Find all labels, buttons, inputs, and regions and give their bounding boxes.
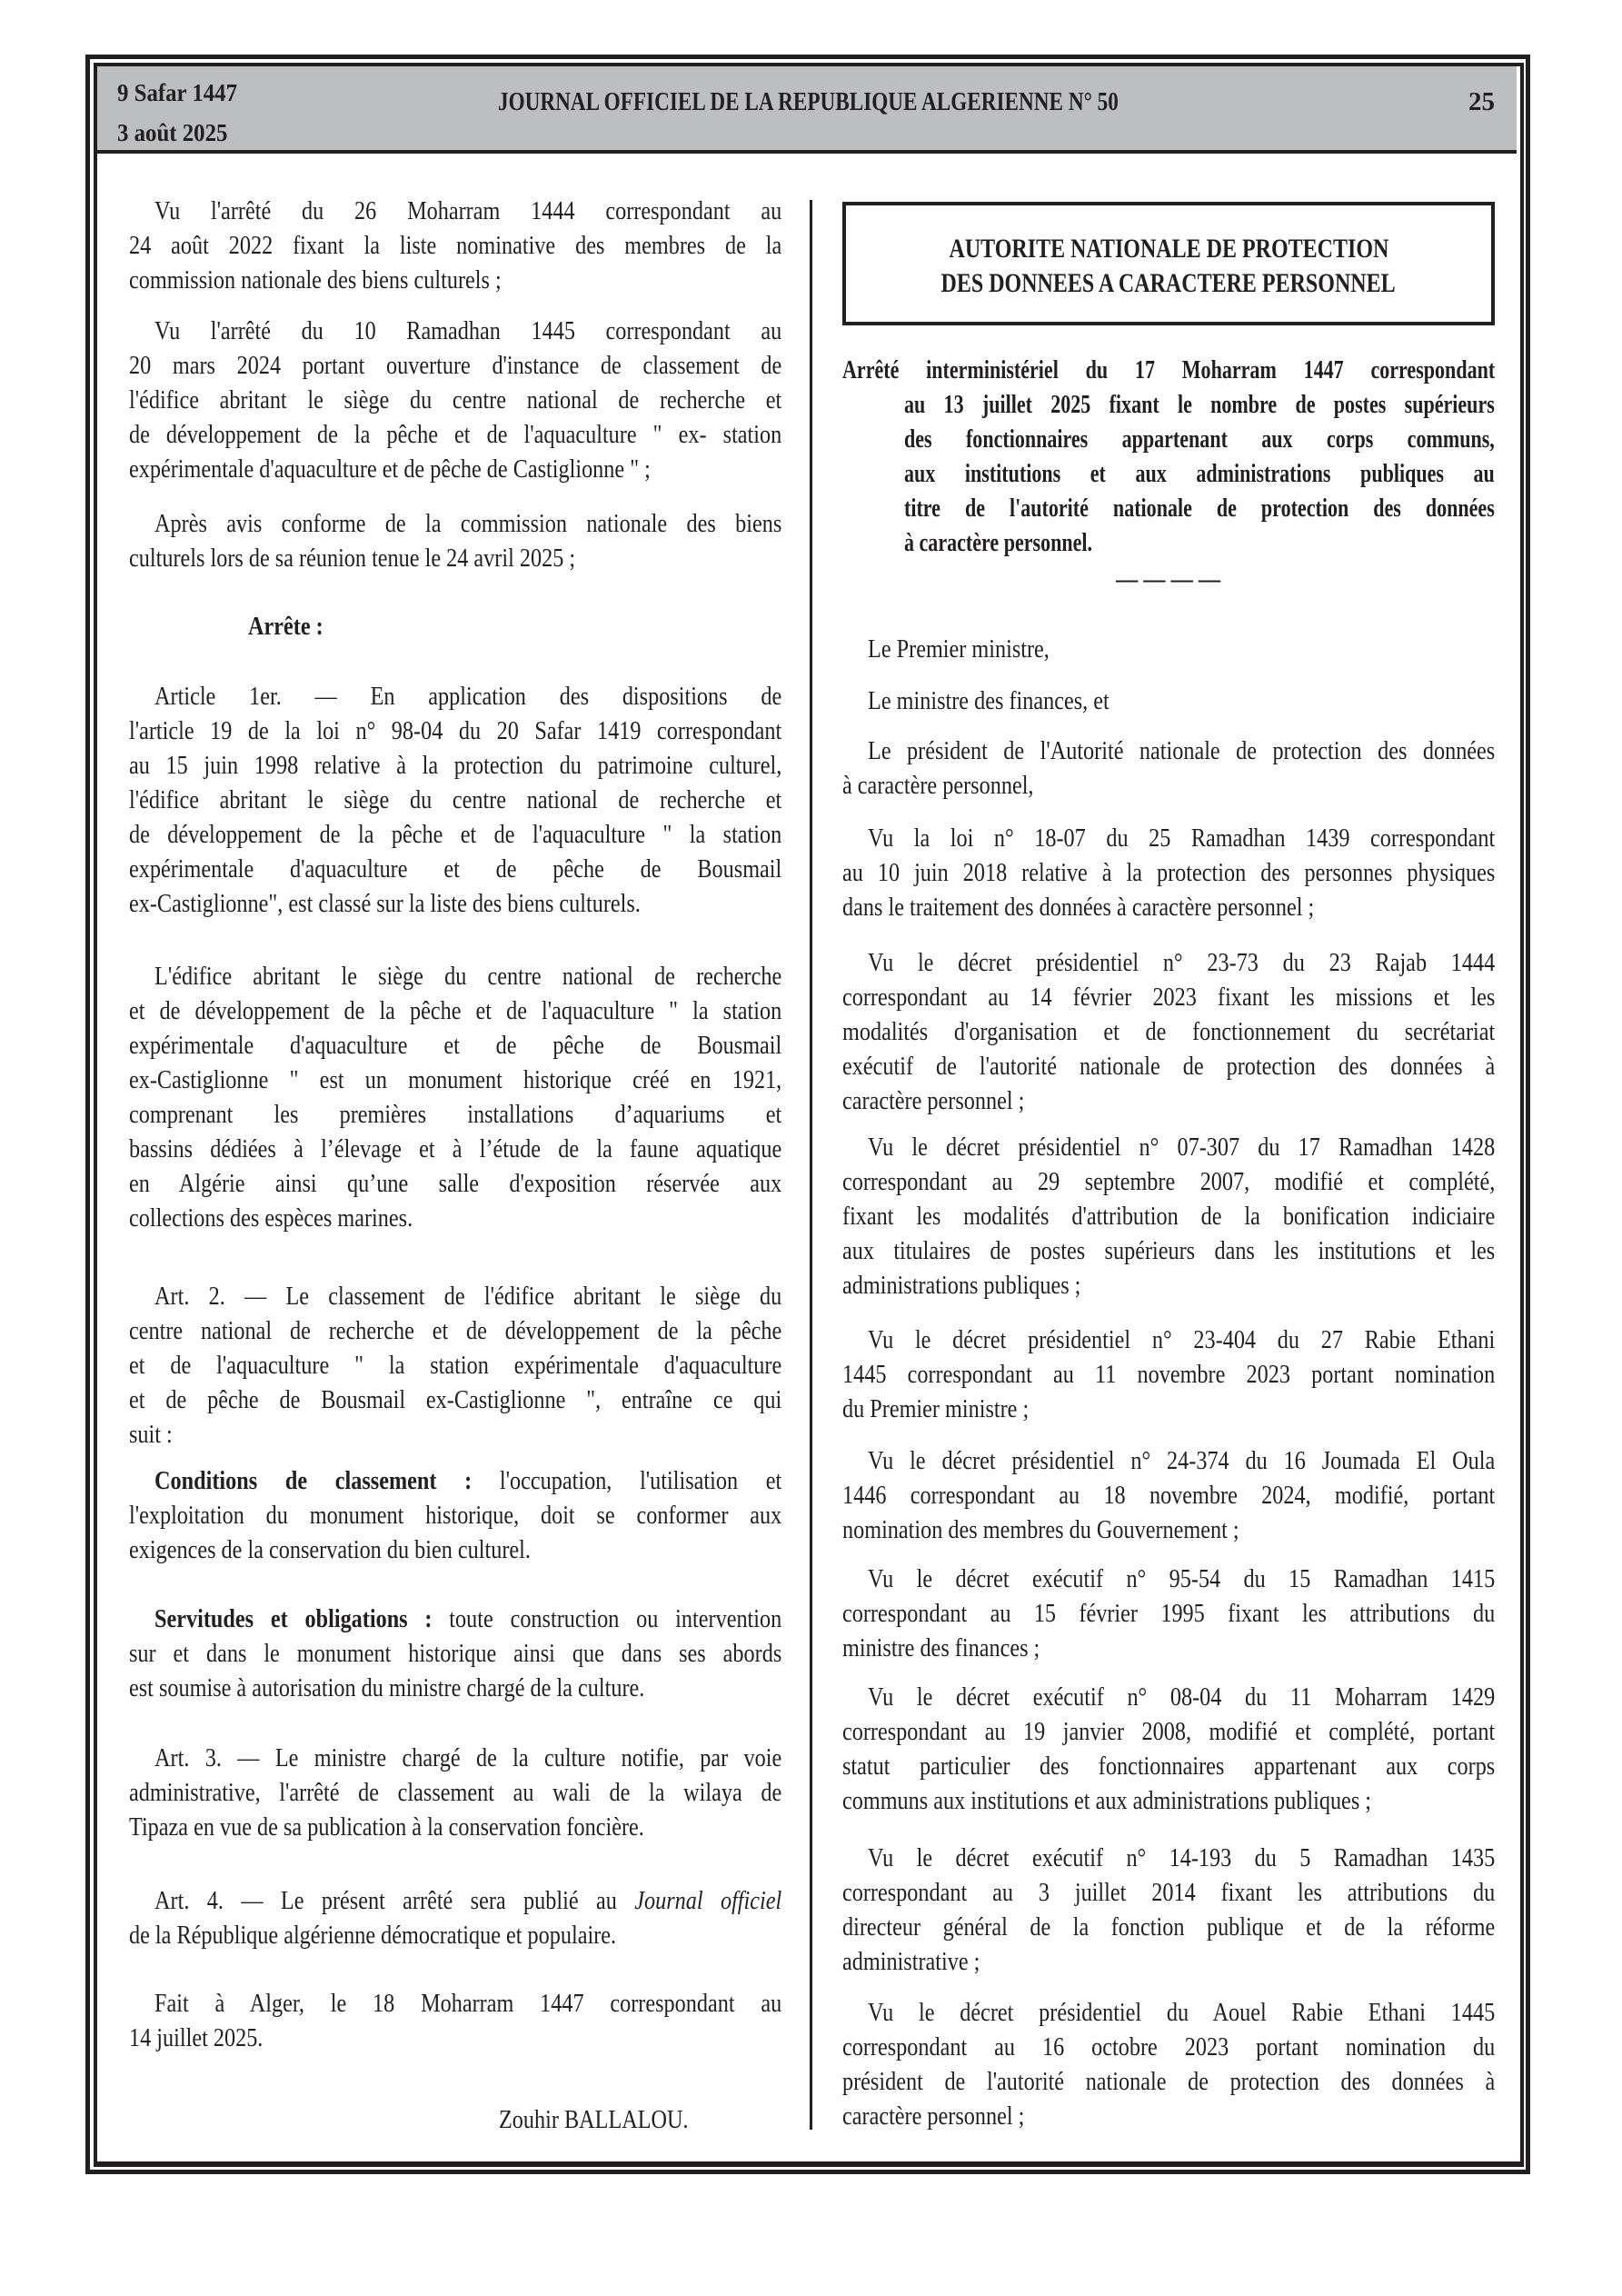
text-line: aux titulaires de postes supérieurs dans les institutions et les	[842, 1237, 1496, 1265]
text-line: modalités d'organisation et de fonctionnement du secrétariat	[842, 1018, 1496, 1046]
text-line: ex-Castiglionne " est un monument historique créé en 1921,	[129, 1066, 782, 1094]
text-line: ex-Castiglionne", est classé sur la liste des biens culturels.	[129, 890, 641, 918]
heading-line: Arrêté interministériel du 17 Moharram 1447 correspondant	[842, 355, 1496, 384]
heading-line: au 13 juillet 2025 fixant le nombre de postes supérieurs	[904, 390, 1495, 419]
text-line: et de l'aquaculture " la station expérimentale d'aquaculture	[129, 1352, 782, 1380]
paragraph-edifice-description	[129, 960, 781, 1236]
paragraph-vu-arrete-1445	[129, 314, 781, 487]
text-line: culturels lors de sa réunion tenue le 24 avril 2025 ;	[129, 544, 576, 573]
paragraph-conditions-classement	[129, 1464, 781, 1568]
heading-line: des fonctionnaires appartenant aux corps communs,	[904, 424, 1495, 454]
paragraph-decret-23-404	[842, 1323, 1495, 1427]
text-line: correspondant au 15 février 1995 fixant les attributions du	[842, 1600, 1496, 1628]
paragraph-decret-08-04	[842, 1681, 1495, 1819]
text-line: Article 1er. — En application des dispositions de	[154, 683, 782, 711]
text-line: Vu le décret présidentiel du Aouel Rabie Ethani 1445	[868, 1999, 1496, 2027]
text-line: Vu le décret présidentiel n° 24-374 du 16 Joumada El Oula	[868, 1447, 1496, 1475]
text-line: administrations publiques ;	[842, 1272, 1081, 1300]
hijri-date: 9 Safar 1447	[117, 79, 238, 106]
text-line: Fait à Alger, le 18 Moharram 1447 correspondant au	[154, 1990, 782, 2018]
text-line: 1446 correspondant au 18 novembre 2024, modifié, portant	[842, 1482, 1496, 1510]
separator: — — — —	[1116, 565, 1221, 594]
gregorian-date: 3 août 2025	[117, 119, 228, 146]
text-line: l'édifice abritant le siège du centre national de recherche et	[129, 786, 782, 814]
text-line: expérimentale d'aquaculture et de pêche de Bousmail	[129, 1032, 782, 1060]
text-line: centre national de recherche et de développement de la pêche	[129, 1317, 782, 1345]
text-line: Art. 3. — Le ministre chargé de la culture notifie, par voie	[154, 1744, 782, 1772]
paragraph-decret-14-193	[842, 1842, 1495, 1980]
text-line: Vu l'arrêté du 10 Ramadhan 1445 correspondant au	[154, 317, 782, 345]
text-line: 1445 correspondant au 11 novembre 2023 portant nomination	[842, 1361, 1496, 1389]
text-line: en Algérie ainsi qu’une salle d'exposition réservée aux	[129, 1170, 782, 1198]
text-line: Après avis conforme de la commission nationale des biens	[154, 510, 782, 538]
text-line: bassins dédiées à l’élevage et à l’étude de la faune aquatique	[129, 1135, 782, 1163]
text-line: l'article 19 de la loi n° 98-04 du 20 Safar 1419 correspondant	[129, 717, 782, 745]
signature-name: Zouhir BALLALOU.	[499, 2106, 689, 2134]
text-line: correspondant au 3 juillet 2014 fixant les attributions du	[842, 1879, 1496, 1907]
text-line: Vu le décret présidentiel n° 07-307 du 17 Ramadhan 1428	[868, 1133, 1496, 1162]
paragraph-decret-07-307	[842, 1131, 1495, 1303]
text-line: et de développement de la pêche et de l'aquaculture " la station	[129, 997, 782, 1025]
paragraph-decret-aouel-rabie	[842, 1996, 1495, 2134]
text-line: de développement de la pêche et de l'aquaculture " la station	[129, 821, 782, 849]
text-line: directeur général de la fonction publique et de la réforme	[842, 1913, 1496, 1942]
paragraph-vu-arrete-1444	[129, 195, 781, 298]
text-line: de la République algérienne démocratique et populaire.	[129, 1922, 617, 1950]
text-line: Le ministre des finances, et	[868, 687, 1110, 715]
text-line: expérimentale d'aquaculture et de pêche de Bousmail	[129, 855, 782, 883]
text-line: caractère personnel ;	[842, 2102, 1025, 2131]
page-number: 25	[1468, 87, 1495, 116]
paragraph-loi-18-07	[842, 822, 1495, 925]
text-line: Vu le décret exécutif n° 14-193 du 5 Ramadhan 1435	[868, 1844, 1496, 1872]
paragraph-decret-23-73	[842, 946, 1495, 1119]
authority-title-box	[842, 202, 1495, 325]
text-line: Vu la loi n° 18-07 du 25 Ramadhan 1439 correspondant	[868, 824, 1496, 853]
paragraph-premier-ministre	[842, 633, 1495, 667]
heading-line: à caractère personnel.	[904, 528, 1093, 557]
paragraph-fait-a-alger	[129, 1987, 781, 2056]
text-line: correspondant au 29 septembre 2007, modifié et complété,	[842, 1168, 1496, 1196]
text-line: communs aux institutions et aux administrations publiques ;	[842, 1787, 1372, 1815]
paragraph-president-autorite	[842, 734, 1495, 804]
text-line: au 10 juin 2018 relative à la protection des personnes physiques	[842, 859, 1496, 887]
text-line: au 15 juin 1998 relative à la protection du patrimoine culturel,	[129, 752, 782, 780]
text-line: Vu le décret présidentiel n° 23-404 du 27 Rabie Ethani	[868, 1326, 1496, 1354]
arrete-heading	[248, 610, 336, 644]
text-line: comprenant les premières installations d’aquariums et	[129, 1101, 782, 1129]
paragraph-ministre-finances	[842, 684, 1495, 719]
conditions-label: Conditions de classement :	[154, 1467, 473, 1495]
paragraph-article-2	[129, 1280, 781, 1452]
text-line: collections des espèces marines.	[129, 1204, 413, 1233]
text-line: statut particulier des fonctionnaires appartenant aux corps	[842, 1752, 1496, 1781]
text-line: président de l'autorité nationale de protection des données à	[842, 2068, 1496, 2096]
text-line: Vu l'arrêté du 26 Moharram 1444 correspondant au	[154, 197, 782, 225]
paragraph-article-4	[129, 1884, 781, 1953]
paragraph-servitudes	[129, 1602, 781, 1706]
text-line: 24 août 2022 fixant la liste nominative des membres de la	[129, 232, 782, 260]
text-line: fixant les modalités d'attribution de la bonification indiciaire	[842, 1203, 1496, 1231]
text-line: Tipaza en vue de sa publication à la conservation foncière.	[129, 1813, 644, 1842]
text-line: caractère personnel ;	[842, 1087, 1025, 1115]
text-line: est soumise à autorisation du ministre chargé de la culture.	[129, 1674, 645, 1702]
text-line: Vu le décret exécutif n° 08-04 du 11 Moharram 1429	[868, 1683, 1496, 1712]
text-run: toute construction ou intervention	[432, 1605, 782, 1633]
text-line: correspondant au 14 février 2023 fixant les missions et les	[842, 983, 1496, 1012]
text-line: 20 mars 2024 portant ouverture d'instance de classement de	[129, 352, 782, 380]
journal-header	[97, 66, 1517, 154]
text-line: administrative ;	[842, 1948, 980, 1976]
paragraph-apres-avis	[129, 507, 781, 576]
paragraph-article-3	[129, 1742, 781, 1845]
text-line: correspondant au 19 janvier 2008, modifié et complété, portant	[842, 1718, 1496, 1746]
arrete-label: Arrête :	[248, 613, 323, 641]
text-line: administrative, l'arrêté de classement au wali de la wilaya de	[129, 1779, 782, 1807]
text-line: du Premier ministre ;	[842, 1395, 1030, 1423]
paragraph-decret-24-374	[842, 1444, 1495, 1548]
paragraph-decret-95-54	[842, 1562, 1495, 1666]
text-line: Vu le décret présidentiel n° 23-73 du 23 Rajab 1444	[868, 949, 1496, 977]
text-line: suit :	[129, 1421, 173, 1449]
authority-title-line: AUTORITE NATIONALE DE PROTECTION	[949, 234, 1388, 264]
text-run: l'occupation, l'utilisation et	[472, 1467, 782, 1495]
text-line: 14 juillet 2025.	[129, 2024, 264, 2052]
text-line: nomination des membres du Gouvernement ;	[842, 1516, 1239, 1544]
text-line: dans le traitement des données à caractère personnel ;	[842, 893, 1315, 922]
text-line: Le président de l'Autorité nationale de protection des données	[868, 737, 1496, 765]
signature	[499, 2103, 721, 2138]
text-line: Vu le décret exécutif n° 95-54 du 15 Ramadhan 1415	[868, 1565, 1496, 1593]
text-line: correspondant au 16 octobre 2023 portant nomination du	[842, 2033, 1496, 2061]
text-line: exécutif de l'autorité nationale de protection des données à	[842, 1053, 1496, 1081]
decree-heading	[842, 353, 1495, 560]
heading-line: aux institutions et aux administrations publiques au	[904, 459, 1495, 488]
paragraph-article-1	[129, 680, 781, 922]
heading-line: titre de l'autorité nationale de protection des données	[904, 494, 1495, 523]
text-line: de développement de la pêche et de l'aquaculture " ex- station	[129, 421, 782, 449]
text-line: Art. 2. — Le classement de l'édifice abritant le siège du	[154, 1283, 782, 1311]
text-line: l'exploitation du monument historique, doit se conformer aux	[129, 1502, 782, 1530]
journal-officiel-italic: Journal officiel	[634, 1887, 782, 1915]
text-line: Le Premier ministre,	[868, 635, 1050, 664]
servitudes-label: Servitudes et obligations :	[154, 1605, 433, 1633]
text-line: l'édifice abritant le siège du centre national de recherche et	[129, 386, 782, 414]
text-line: expérimentale d'aquaculture et de pêche de Castiglionne " ;	[129, 455, 651, 484]
authority-title-line: DES DONNEES A CARACTERE PERSONNEL	[940, 268, 1397, 298]
journal-title: JOURNAL OFFICIEL DE LA REPUBLIQUE ALGERIENNE N° 50	[498, 87, 1119, 116]
text-line: commission nationale des biens culturels ;	[129, 266, 502, 294]
text-line: L'édifice abritant le siège du centre national de recherche	[154, 963, 782, 991]
text-run: Art. 4. — Le présent arrêté sera publié au	[154, 1887, 635, 1915]
text-line: à caractère personnel,	[842, 772, 1034, 800]
text-line: sur et dans le monument historique ainsi que dans ses abords	[129, 1640, 782, 1668]
column-divider	[810, 200, 812, 2130]
text-line: exigences de la conservation du bien culturel.	[129, 1536, 531, 1564]
text-line: et de pêche de Bousmail ex-Castiglionne ", entraîne ce qui	[129, 1386, 782, 1414]
separator-dashes	[1116, 563, 1239, 597]
text-line: ministre des finances ;	[842, 1634, 1040, 1662]
